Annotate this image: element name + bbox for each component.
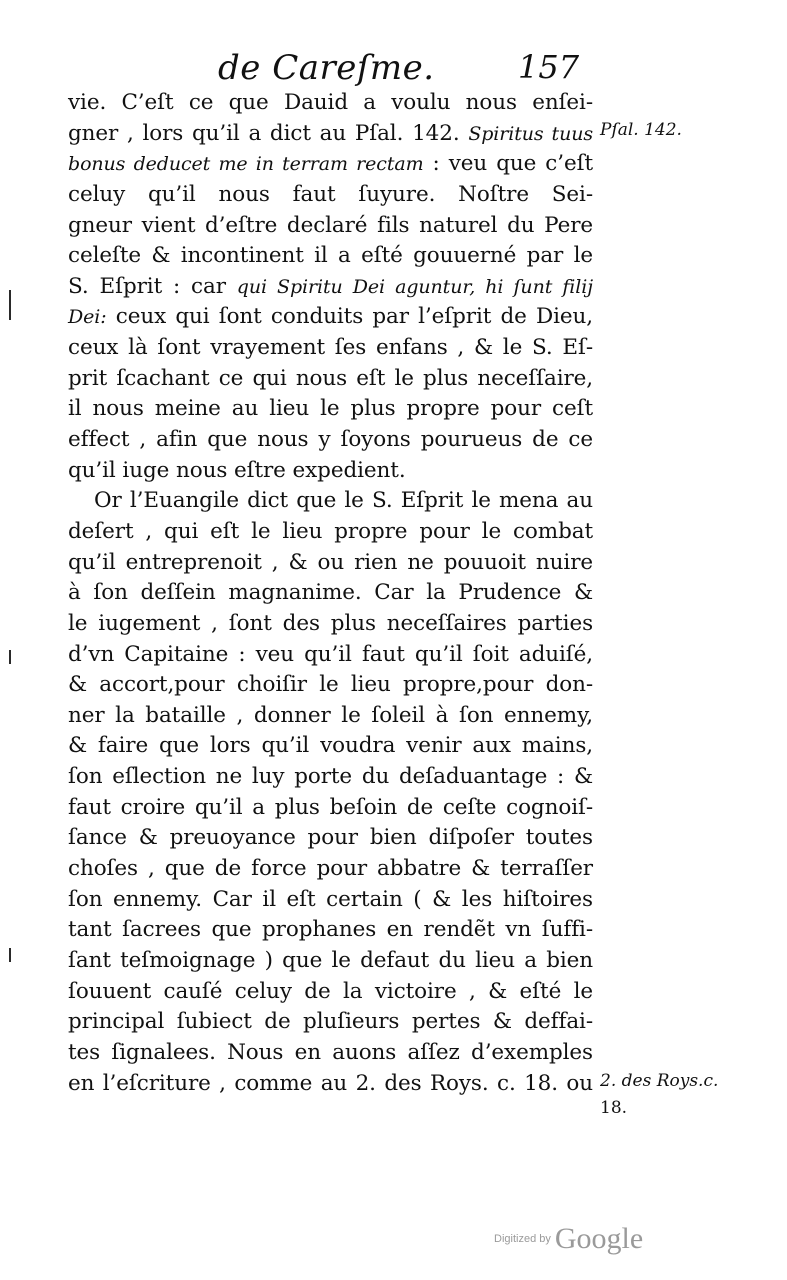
watermark-digitized-by: Digitized by (494, 1233, 551, 1245)
text-line (68, 823, 593, 854)
text-line (68, 211, 593, 242)
text-line (68, 88, 593, 119)
text-line (68, 701, 593, 732)
text-line (68, 302, 593, 333)
text-segment: & faire que lors qu’il voudra venir aux mains, (68, 733, 593, 759)
text-line (68, 180, 593, 211)
latin-quotation: bonus deducet me in terram rectam (68, 153, 424, 176)
margin-note-kings: 2. des Roys.c. (600, 1071, 719, 1091)
text-segment: effect , afin que nous y ſoyons pourueus de ce (68, 427, 593, 453)
text-segment: gneur vient d’eſtre declaré fils naturel du Pere (68, 212, 593, 238)
text-segment: ceux là ſont vrayement ſes enfans , & le S. Eſ- (68, 335, 593, 361)
text-segment: principal ſubiect de pluſieurs pertes & deffai- (68, 1009, 593, 1035)
text-segment: vie. C’eſt ce que Dauid a voulu nous enſei- (68, 90, 593, 115)
text-segment: le iugement , ſont des plus neceſſaires parties (68, 610, 593, 636)
text-line (68, 486, 593, 517)
text-line (68, 578, 593, 609)
text-line (68, 977, 593, 1008)
text-line (68, 456, 593, 487)
text-segment: deſert , qui eſt le lieu propre pour le combat (68, 518, 593, 544)
text-segment: ner la bataille , donner le ſoleil à ſon ennemy, (68, 702, 593, 728)
text-line (68, 394, 593, 425)
text-line (68, 1038, 593, 1069)
page-number: 157 (518, 48, 580, 86)
scan-edge-mark (9, 290, 11, 320)
text-segment: & accort,pour choiſir le lieu propre,pour don- (68, 672, 593, 698)
text-line (68, 1007, 593, 1038)
body-text (68, 88, 593, 1099)
text-line (68, 946, 593, 977)
text-segment: ceux qui ſont conduits par l’eſprit de Dieu, (106, 304, 593, 330)
text-segment: celeſte & incontinent il a eſté gouuerné par le (68, 243, 593, 269)
margin-note-psalm: Pſal. 142. (600, 120, 682, 140)
text-segment: qu’il entreprenoit , & ou rien ne pouuoit nuire (68, 549, 593, 575)
text-line (68, 793, 593, 824)
latin-quotation: qui Spiritu Dei aguntur, hi ſunt filij (236, 275, 593, 298)
text-line (68, 885, 593, 916)
text-segment: qu’il iuge nous eſtre expedient. (68, 457, 406, 483)
text-line (68, 670, 593, 701)
text-segment: à ſon deſſein magnanime. Car la Prudence & (68, 580, 593, 606)
text-segment: ſon eſlection ne luy porte du deſaduantage : & (68, 764, 593, 790)
scan-edge-mark (9, 948, 11, 962)
text-segment: tes ſignalees. Nous en auons aſſez d’exemples (68, 1039, 593, 1065)
text-segment: d’vn Capitaine : veu qu’il faut qu’il ſoit aduiſé, (68, 641, 593, 667)
text-line (68, 915, 593, 946)
text-line (68, 854, 593, 885)
text-line (68, 119, 593, 150)
text-segment: gner , lors qu’il a dict au Pſal. 142. (68, 120, 469, 146)
text-segment: Or l’Euangile dict que le S. Eſprit le mena au (94, 488, 593, 514)
text-segment: prit ſcachant ce qui nous eſt le plus neceſſaire, (68, 365, 593, 391)
text-segment: faut croire qu’il a plus beſoin de ceſte cognoiſ- (68, 794, 593, 820)
text-line (68, 640, 593, 671)
margin-note-chapter: 18. (600, 1098, 628, 1118)
text-line (68, 272, 593, 303)
latin-quotation: Dei: (68, 306, 107, 329)
text-segment: en l’eſcriture , comme au 2. des Roys. c. 18. ou (68, 1070, 593, 1096)
text-segment: tant ſacrees que prophanes en rendẽt vn ſuffi- (68, 917, 593, 943)
text-line (68, 731, 593, 762)
text-segment: S. Eſprit : car (68, 273, 237, 299)
text-line (68, 241, 593, 272)
text-segment: choſes , que de force pour abbatre & terraſſer (68, 856, 593, 882)
latin-quotation: Spiritus tuus (468, 122, 593, 145)
text-line (68, 762, 593, 793)
text-segment: ſouuent cauſé celuy de la victoire , & eſté le (68, 978, 593, 1004)
text-segment: ſon ennemy. Car il eſt certain ( & les hiſtoires (68, 886, 593, 912)
text-line (68, 149, 593, 180)
text-line (68, 333, 593, 364)
text-line (68, 548, 593, 579)
text-line (68, 517, 593, 548)
text-segment: il nous meine au lieu le plus propre pour ceſt (68, 396, 593, 422)
google-logo: Google (554, 1222, 644, 1255)
text-line (68, 425, 593, 456)
text-segment: : veu que c’eſt (423, 151, 593, 177)
running-head: de Careſme. (218, 48, 435, 88)
text-segment: celuy qu’il nous faut ſuyure. Noſtre Sei- (68, 181, 593, 207)
text-line (68, 364, 593, 395)
text-line (68, 609, 593, 640)
scan-edge-mark (9, 650, 11, 664)
text-segment: ſance & preuoyance pour bien diſpoſer toutes (68, 825, 593, 851)
text-line (68, 1069, 593, 1100)
text-segment: ſant teſmoignage ) que le defaut du lieu a bien (68, 947, 593, 973)
google-watermark (494, 1222, 643, 1256)
